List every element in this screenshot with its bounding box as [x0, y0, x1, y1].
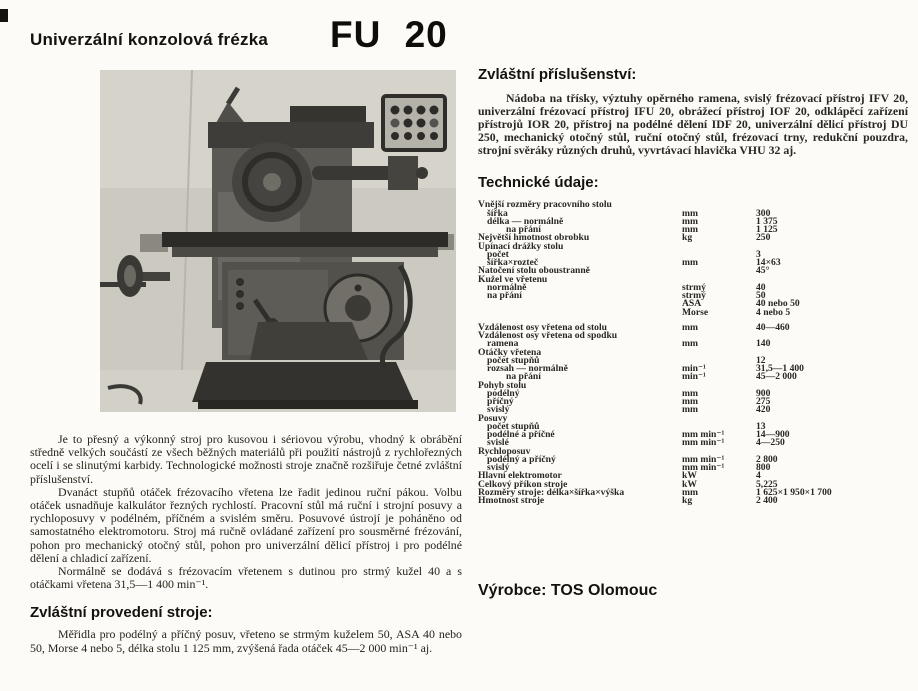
machine-type-title: Univerzální konzolová frézka: [30, 30, 269, 49]
spec-unit: ASA: [682, 298, 702, 310]
spec-unit: kg: [682, 495, 693, 507]
spec-label: Hmotnost stroje: [478, 495, 545, 507]
spec-label: šířka: [487, 207, 508, 219]
spec-label: délka — normálně: [487, 215, 564, 227]
spec-label: příčný: [487, 396, 514, 408]
special-design-text: Měřidla pro podélný a příčný posuv, vřeteno se strmým kuželem 50, ASA 40 nebo 50, Morse 4 nebo 5, délka stolu 1 125 mm, zvýšená řada otáček 45—2 000 min⁻¹ aj.: [30, 627, 462, 655]
spec-unit: mm: [682, 404, 698, 416]
accessories-heading: Zvláštní příslušenství:: [478, 66, 637, 83]
spec-value: 2 400: [756, 495, 778, 507]
body-paragraph: Je to přesný a výkonný stroj pro kusovou i sériovou výrobu, vhodný k obrábění středně velkých součástí ze všech běžných materiálů při použití nástrojů z rychlořezných ocelí i se slinutými karbidy. Technologické možnosti stroje značně rozšiřuje četné zvláštní příslušenství.: [30, 432, 462, 486]
spec-label: normálně: [487, 281, 527, 293]
model-designation: FU 20: [330, 14, 448, 55]
body-paragraph: Normálně se dodává s frézovacím vřetenem s dutinou pro strmý kužel 40 a s otáčkami vřetena 31,5—1 400 min⁻¹.: [30, 564, 462, 592]
spec-unit: strmý: [682, 290, 706, 302]
spec-label: Pohyb stolu: [478, 379, 527, 391]
spec-unit: mm: [682, 257, 698, 269]
spec-label: šířka×rozteč: [487, 257, 539, 269]
spec-value: 900: [756, 387, 771, 399]
spec-row: [478, 412, 908, 424]
spec-value: 45—2 000: [756, 371, 797, 383]
spec-value: 2 800: [756, 453, 778, 465]
spec-label: Vzdálenost osy vřetena od stolu: [478, 321, 607, 333]
spec-row: [478, 346, 908, 358]
spec-label: Kužel ve vřetenu: [478, 273, 548, 285]
spec-value: 45°: [756, 265, 770, 277]
spec-unit: mm: [682, 224, 698, 236]
machine-photo: [100, 70, 456, 412]
description-column: [30, 433, 462, 655]
spec-label: podélný: [487, 387, 520, 399]
spec-value: 31,5—1 400: [756, 363, 804, 375]
technical-data-heading: Technické údaje:: [478, 174, 599, 192]
spec-label: podélné a příčné: [487, 429, 555, 441]
specs-column: [478, 66, 908, 505]
spec-label: Upínací drážky stolu: [478, 240, 564, 252]
spec-value: 40—460: [756, 321, 790, 333]
print-registration-mark: [0, 9, 8, 22]
work-table-icon: [140, 232, 454, 257]
spec-value: 800: [756, 462, 771, 474]
spec-unit: mm: [682, 396, 698, 408]
spec-unit: strmý: [682, 281, 706, 293]
spec-unit: mm min⁻¹: [682, 453, 725, 465]
accessories-text: Nádoba na třísky, výztuhy opěrného ramena, svislý frézovací přístroj IFV 20, univerzální frézovací přístroj IFU 20, obrážecí přístroj IOF 20, odklápěcí zařízení přístrojů IOR 20, přístroj na podélné dělení IDF 20, univerzální dělicí přístroj DU 250, mechanický otočný stůl, ruční otočný stůl, frézovací trny, redukční pouzdra, strojní svěráky různých druhů, vyvrtávací hlavička VHU 32 aj.: [478, 91, 908, 158]
spec-label: na přání: [506, 224, 541, 236]
spec-label: Vnější rozměry pracovního stolu: [478, 199, 612, 211]
spec-label: na přání: [487, 290, 522, 302]
special-design-heading: Zvláštní provedení stroje:: [30, 604, 213, 622]
spec-value: 40: [756, 281, 766, 293]
spec-value: 4: [756, 470, 761, 482]
spec-row: [478, 340, 908, 348]
spec-value: 420: [756, 404, 771, 416]
spec-label: na přání: [506, 371, 541, 383]
spec-row: [478, 406, 908, 414]
spec-value: 40 nebo 50: [756, 298, 800, 310]
spec-value: 12: [756, 354, 766, 366]
spec-unit: mm min⁻¹: [682, 462, 725, 474]
spec-unit: kW: [682, 470, 697, 482]
spec-label: Celkový příkon stroje: [478, 478, 568, 490]
spec-unit: kg: [682, 232, 693, 244]
spec-label: Rozměry stroje: délka×šířka×výška: [478, 486, 625, 498]
spec-unit: mm: [682, 215, 698, 227]
spec-label: svislý: [487, 404, 510, 416]
spec-value: 5,225: [756, 478, 778, 490]
control-panel-icon: [383, 96, 445, 150]
spec-value: 4 nebo 5: [756, 306, 791, 318]
spec-unit: mm: [682, 207, 698, 219]
spec-unit: kW: [682, 478, 697, 490]
spec-value: 275: [756, 396, 771, 408]
spec-unit: min⁻¹: [682, 371, 706, 383]
spec-value: 300: [756, 207, 771, 219]
spec-value: 14—900: [756, 429, 790, 441]
spindle-motor-icon: [232, 142, 312, 222]
spec-value: 140: [756, 338, 771, 350]
spec-unit: mm: [682, 321, 698, 333]
spec-label: počet stupňů: [487, 420, 540, 432]
spec-value: 4—250: [756, 437, 785, 449]
spec-value: 1 125: [756, 224, 778, 236]
spec-label: ramena: [487, 338, 519, 350]
spec-value: 14×63: [756, 257, 781, 269]
spec-value: 13: [756, 420, 766, 432]
spec-label: Hlavní elektromotor: [478, 470, 562, 482]
milling-machine-illustration: [100, 70, 456, 412]
spec-label: podélný a příčný: [487, 453, 556, 465]
spec-value: 250: [756, 232, 771, 244]
spec-value: 3: [756, 248, 761, 260]
manufacturer-line: Výrobce: TOS Olomouc: [478, 582, 658, 599]
spec-label: Rychloposuv: [478, 445, 531, 457]
spec-row: [478, 439, 908, 447]
body-paragraph: Dvanáct stupňů otáček frézovacího vřetena lze řadit jedinou ruční pákou. Volbu otáček usnadňuje kalkulátor řezných rychlostí. Pracovní stůl má ruční i strojní posuvy a rychloposuvy v podélném, příčném a svislém směru. Posuvové ústrojí je poháněno od samostatného elektromotoru. Stroj má ručně ovládané zařízení pro sousměrné frézování, pohon pro mechanický otočný stůl, pohon pro univerzální dělicí přístroj i pro podélné dělení a chladicí zařízení.: [30, 484, 462, 565]
spec-unit: Morse: [682, 306, 709, 318]
spec-label: svislé: [487, 437, 509, 449]
spec-unit: mm min⁻¹: [682, 437, 725, 449]
spec-row: [478, 497, 908, 505]
spec-label: počet: [487, 248, 509, 260]
spec-label: rozsah — normálně: [487, 363, 568, 375]
spec-unit: mm: [682, 338, 698, 350]
spec-label: Otáčky vřetena: [478, 346, 542, 358]
spec-label: Posuvy: [478, 412, 508, 424]
spec-label: Vzdálenost osy vřetena od spodku: [478, 330, 618, 342]
spec-unit: mm: [682, 387, 698, 399]
spec-row: [478, 240, 908, 252]
spec-unit: mm: [682, 486, 698, 498]
spec-unit: min⁻¹: [682, 363, 706, 375]
spec-label: Největší hmotnost obrobku: [478, 232, 590, 244]
spec-label: svislý: [487, 462, 510, 474]
spec-value: 1 375: [756, 215, 778, 227]
spec-unit: mm min⁻¹: [682, 429, 725, 441]
spec-label: počet stupňů: [487, 354, 540, 366]
spec-table: [478, 201, 908, 505]
spec-value: 1 625×1 950×1 700: [756, 486, 832, 498]
spec-value: 50: [756, 290, 766, 302]
spec-row: [478, 306, 908, 318]
spec-label: Natočení stolu oboustranně: [478, 265, 590, 277]
spec-row: [478, 373, 908, 381]
